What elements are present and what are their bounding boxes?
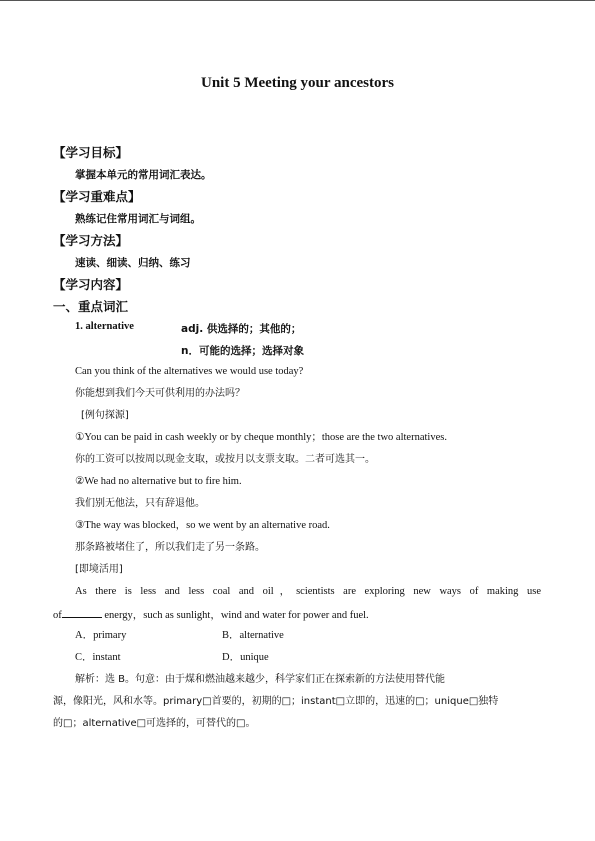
option-b: B．alternative [222,630,284,641]
option-d: D．unique [222,652,269,663]
method-text: 速读、细读、归纳、练习 [75,257,191,269]
answer-blank [62,607,102,618]
question-cn: 你能想到我们今天可供利用的办法吗？ [75,388,245,399]
example-3-cn: 那条路被堵住了，所以我们走了另一条路。 [75,542,265,553]
practice-line-2-end: energy，such as sunlight，wind and water for power and fuel. [104,610,369,621]
question-en: Can you think of the alternatives we would use today? [75,366,304,377]
key-points-text: 熟练记住常用词汇与词组。 [75,213,201,225]
practice-tag: [即境活用] [75,564,123,575]
example-3-en: ③The way was blocked，so we went by an alternative road. [75,520,330,531]
option-a: A．primary [75,630,127,641]
answer-line-2: 源，像阳光，风和水等。primary□首要的，初期的□；instant□立即的，迅速的□；unique□独特 [53,696,499,707]
header-rule [0,0,595,1]
goals-text: 掌握本单元的常用词汇表达。 [75,169,212,181]
example-tag: [例句探源] [81,410,129,421]
example-1-cn: 你的工资可以按周以现金支取，或按月以支票支取。二者可选其一。 [75,454,375,465]
practice-line-1: As there is less and less coal and oil，scientists are exploring new ways of making use [75,586,541,597]
key-points-heading: 【学习重难点】 [53,189,141,204]
goals-heading: 【学习目标】 [53,145,129,160]
content-heading: 【学习内容】 [53,277,129,292]
practice-line-2-start: of [53,610,62,621]
method-heading: 【学习方法】 [53,233,129,248]
vocab-def-adj: adj. 供选择的；其他的； [181,323,302,335]
answer-line-1: 解析：选 B。句意：由于煤和燃油越来越少，科学家们正在探索新的方法使用替代能 [75,674,446,685]
example-2-cn: 我们别无他法，只有辞退他。 [75,498,205,509]
vocab-def-noun: n．可能的选择；选择对象 [181,345,304,357]
example-2-en: ②We had no alternative but to fire him. [75,476,242,487]
part1-heading: 一、重点词汇 [53,299,129,314]
vocab-word: 1. alternative [75,321,134,332]
practice-line-2 [53,607,369,623]
page-title: Unit 5 Meeting your ancestors [200,75,395,91]
option-c: C．instant [75,652,121,663]
example-1-en: ①You can be paid in cash weekly or by cheque monthly；those are the two alternatives. [75,432,447,443]
answer-line-3: 的□；alternative□可选择的，可替代的□。 [53,718,256,729]
